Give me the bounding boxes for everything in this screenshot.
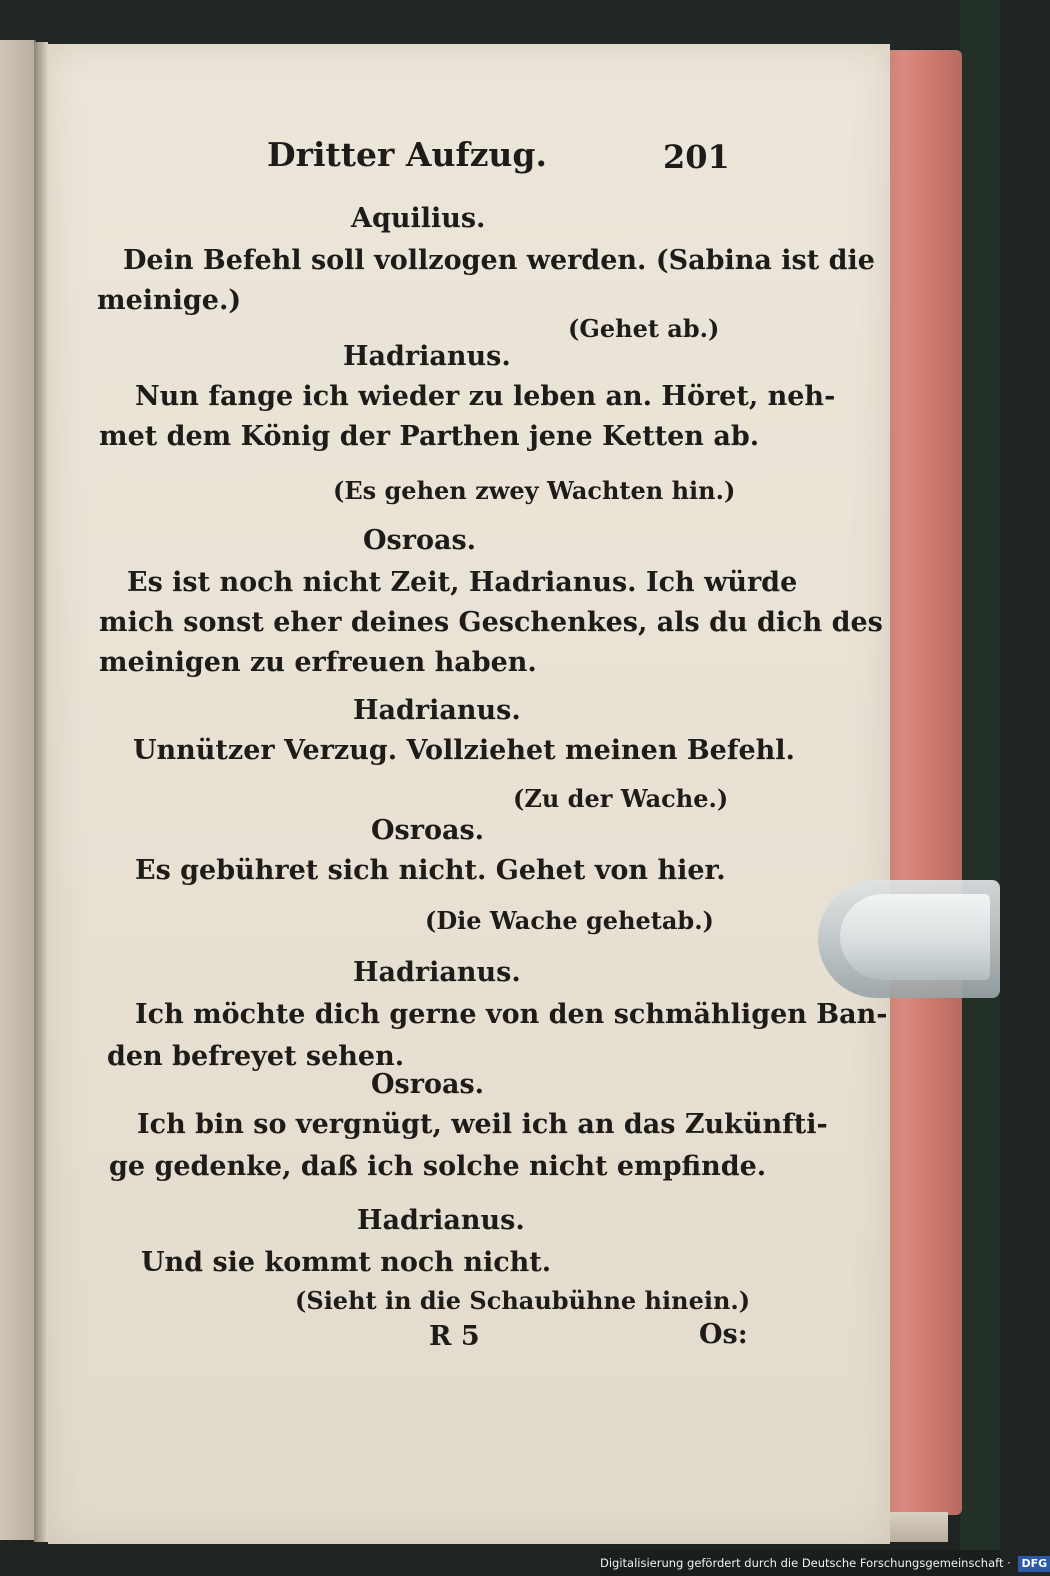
scan-background-right xyxy=(960,0,1000,1576)
text-line: Und sie kommt noch nicht. xyxy=(141,1247,552,1278)
text-line: meinige.) xyxy=(97,285,242,316)
text-line: Dein Befehl soll vollzogen werden. (Sabina ist die xyxy=(123,245,875,276)
text-line: Unnützer Verzug. Vollziehet meinen Befehl. xyxy=(133,735,795,766)
stage-direction: (Gehet ab.) xyxy=(568,314,720,343)
dfg-logo-badge: DFG xyxy=(1018,1556,1050,1572)
stage-direction: (Es gehen zwey Wachten hin.) xyxy=(333,476,736,505)
speaker-name: Hadrianus. xyxy=(343,341,511,372)
speaker-name: Hadrianus. xyxy=(357,1205,525,1236)
red-page-edges xyxy=(878,50,962,1515)
page-clip xyxy=(818,880,1000,998)
page-number: 201 xyxy=(663,138,730,176)
speaker-name: Hadrianus. xyxy=(353,957,521,988)
running-title: Dritter Aufzug. xyxy=(267,135,547,174)
stage-direction: (Zu der Wache.) xyxy=(513,784,729,813)
speaker-name: Osroas. xyxy=(371,1069,485,1100)
signature-mark: R 5 xyxy=(429,1321,480,1352)
text-line: Es ist noch nicht Zeit, Hadrianus. Ich würde xyxy=(127,567,798,598)
text-line: Es gebühret sich nicht. Gehet von hier. xyxy=(135,855,726,886)
text-line: mich sonst eher deines Geschenkes, als du dich des xyxy=(99,607,883,638)
scan-background-top xyxy=(0,0,1000,48)
spine-shadow xyxy=(34,42,48,1542)
speaker-name: Osroas. xyxy=(371,815,485,846)
facing-page-edge xyxy=(0,40,36,1540)
text-line: met dem König der Parthen jene Ketten ab. xyxy=(99,421,760,452)
stage-direction: (Sieht in die Schaubühne hinein.) xyxy=(295,1286,751,1315)
footer-credit-bar xyxy=(600,1550,1048,1576)
speaker-name: Aquilius. xyxy=(351,203,486,234)
speaker-name: Hadrianus. xyxy=(353,695,521,726)
catchword: Os: xyxy=(699,1319,748,1350)
clip-highlight xyxy=(840,894,990,980)
text-line: Ich bin so vergnügt, weil ich an das Zukünfti- xyxy=(137,1109,828,1140)
text-line: den befreyet sehen. xyxy=(107,1041,405,1072)
speaker-name: Osroas. xyxy=(363,525,477,556)
text-line: Ich möchte dich gerne von den schmähligen Ban- xyxy=(135,999,888,1030)
footer-credit-text: Digitalisierung gefördert durch die Deutsche Forschungsgemeinschaft · xyxy=(600,1556,1011,1570)
stage-direction: (Die Wache gehetab.) xyxy=(425,906,714,935)
text-line: meinigen zu erfreuen haben. xyxy=(99,647,537,678)
text-line: Nun fange ich wieder zu leben an. Höret, neh- xyxy=(135,381,836,412)
text-line: ge gedenke, daß ich solche nicht empfinde. xyxy=(109,1151,767,1182)
